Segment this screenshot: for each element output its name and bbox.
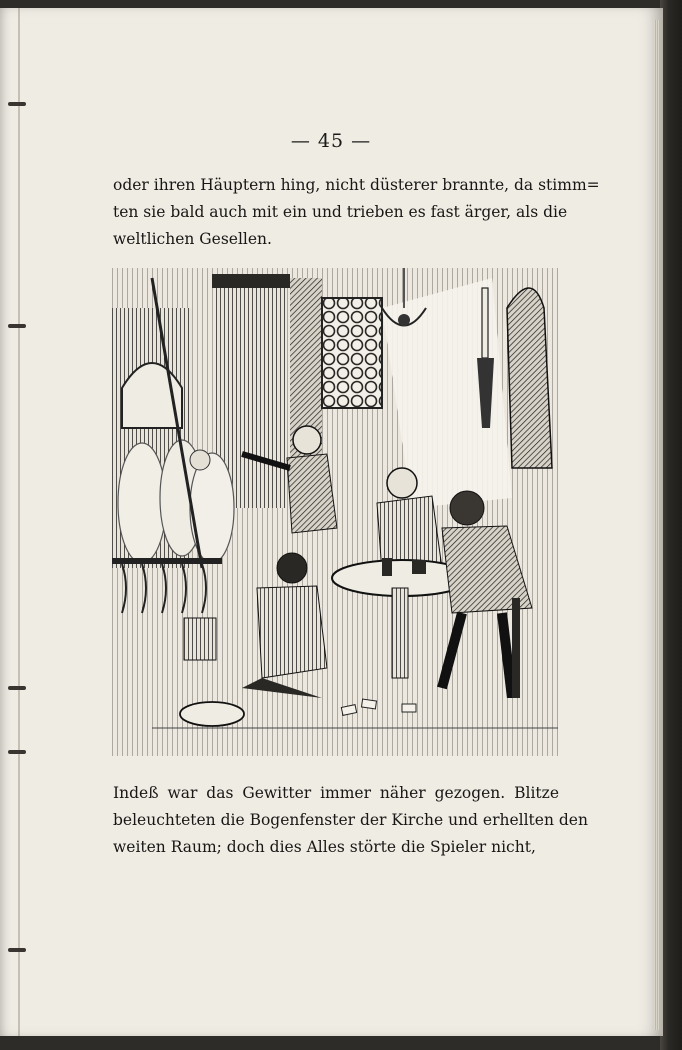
text-line: ten sie bald auch mit ein und trieben es fast ärger, als die — [113, 203, 568, 221]
page-number: — 45 — — [290, 130, 372, 152]
text-line: oder ihren Häuptern hing, nicht düsterer brannte, da stimm= — [113, 176, 600, 194]
text-line: weiten Raum; doch dies Alles störte die Spieler nicht, — [113, 838, 536, 856]
text-line: Indeß war das Gewitter immer näher gezogen. Blitze — [113, 784, 559, 802]
engraving-church-card-players-icon — [112, 268, 558, 756]
binding-stitch — [8, 948, 26, 952]
page-stack-edge — [654, 20, 660, 1030]
binding-stitch — [8, 686, 26, 690]
binding-stitch — [8, 102, 26, 106]
top-paragraph — [113, 172, 600, 253]
binding-stitch — [8, 324, 26, 328]
bottom-paragraph — [113, 780, 588, 861]
binding-stitch — [8, 750, 26, 754]
book-cover-edge — [660, 0, 682, 1050]
text-line: weltlichen Gesellen. — [113, 230, 272, 248]
text-line: beleuchteten die Bogenfenster der Kirche und erhellten den — [113, 811, 588, 829]
